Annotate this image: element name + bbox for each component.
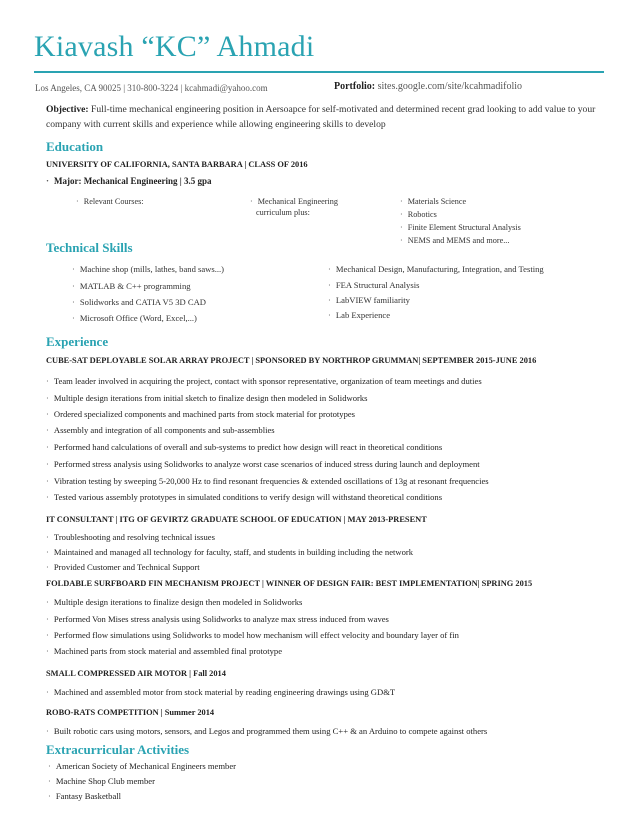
skill-item: · Machine shop (mills, lathes, band saws...) bbox=[72, 264, 225, 274]
education-major: · Major: Mechanical Engineering | 3.5 gpa bbox=[46, 176, 212, 186]
skill-item: · Lab Experience bbox=[328, 310, 391, 320]
objective-text: Full-time mechanical engineering position in Aersoapce for self-motivated and determined recent grad looking to add value to your company with current skills and experience while allowing engineering skills to develop bbox=[46, 104, 596, 130]
skill-item: · LabVIEW familiarity bbox=[328, 295, 410, 305]
job-bullet: · Troubleshooting and resolving technical issues bbox=[46, 532, 215, 542]
relevant-courses-label: · Relevant Courses: bbox=[76, 197, 144, 206]
contact-info: Los Angeles, CA 90025 | 310-800-3224 | kcahmadi@yahoo.com bbox=[35, 83, 268, 93]
education-heading: Education bbox=[46, 139, 104, 154]
resume-name: Kiavash “KC” Ahmadi bbox=[34, 30, 315, 63]
job-bullet: · Tested various assembly prototypes in simulated conditions to verify design will withstand theoretical conditions bbox=[46, 492, 443, 502]
job-bullet: · Performed hand calculations of overall and sub-systems to predict how design will react in theoretical conditions bbox=[46, 442, 443, 452]
job-bullet: · Provided Customer and Technical Support bbox=[46, 562, 200, 572]
job-title: ROBO-RATS COMPETITION | Summer 2014 bbox=[46, 708, 215, 717]
job-bullet: · Maintained and managed all technology for faculty, staff, and students in building including the network bbox=[46, 547, 414, 557]
course-item: · Materials Science bbox=[400, 197, 467, 206]
skill-item: · FEA Structural Analysis bbox=[328, 280, 420, 290]
skill-item: · Solidworks and CATIA V5 3D CAD bbox=[72, 297, 207, 307]
course-item: · NEMS and MEMS and more... bbox=[400, 236, 510, 245]
job-bullet: · Multiple design iterations to finalize design then modeled in Solidworks bbox=[46, 597, 303, 607]
job-bullet: · Performed Von Mises stress analysis using Solidworks to analyze max stress induced from waves bbox=[46, 614, 389, 624]
activities-heading: Extracurricular Activities bbox=[46, 742, 190, 757]
skill-item: · MATLAB & C++ programming bbox=[72, 281, 191, 291]
job-title: FOLDABLE SURFBOARD FIN MECHANISM PROJECT | WINNER OF DESIGN FAIR: BEST IMPLEMENTATION| SPRING 2015 bbox=[46, 579, 533, 588]
job-bullet: · Built robotic cars using motors, sensors, and Legos and programmed them using C++ & an Arduino to compete against others bbox=[46, 726, 488, 736]
experience-heading: Experience bbox=[46, 334, 109, 349]
course-item: · Finite Element Structural Analysis bbox=[400, 223, 521, 232]
job-bullet: · Performed stress analysis using Solidworks to analyze worst case scenarios of induced stress during launch and deployment bbox=[46, 459, 480, 469]
job-bullet: · Machined and assembled motor from stock material by reading engineering drawings using GD&T bbox=[46, 687, 396, 697]
job-bullet: · Assembly and integration of all components and sub-assemblies bbox=[46, 425, 275, 435]
portfolio-link[interactable]: sites.google.com/site/kcahmadifolio bbox=[377, 81, 523, 92]
job-bullet: · Ordered specialized components and machined parts from stock material for prototypes bbox=[46, 409, 356, 419]
curriculum-label: · Mechanical Engineering curriculum plus: bbox=[250, 197, 338, 217]
objective-label: Objective: bbox=[46, 104, 89, 115]
education-school: UNIVERSITY OF CALIFORNIA, SANTA BARBARA | CLASS OF 2016 bbox=[46, 160, 308, 169]
activity-item: · Fantasy Basketball bbox=[48, 791, 122, 801]
activity-item: · American Society of Mechanical Engineers member bbox=[48, 761, 237, 771]
job-title: CUBE-SAT DEPLOYABLE SOLAR ARRAY PROJECT | SPONSORED BY NORTHROP GRUMMAN| SEPTEMBER 2015-JUNE 2016 bbox=[46, 356, 537, 365]
job-bullet: · Performed flow simulations using Solidworks to model how mechanism will effect velocity and boundary layer of fin bbox=[46, 630, 459, 640]
job-bullet: · Multiple design iterations from initial sketch to finalize design then modeled in Solidworks bbox=[46, 393, 368, 403]
skills-heading: Technical Skills bbox=[46, 240, 133, 255]
job-title: IT CONSULTANT | ITG OF GEVIRTZ GRADUATE SCHOOL OF EDUCATION | MAY 2013-PRESENT bbox=[46, 515, 427, 524]
job-bullet: · Team leader involved in acquiring the project, contact with sponsor representative, organization of team meetings and duties bbox=[46, 376, 482, 386]
skill-item: · Microsoft Office (Word, Excel,...) bbox=[72, 313, 197, 323]
activity-item: · Machine Shop Club member bbox=[48, 776, 155, 786]
portfolio bbox=[334, 81, 522, 92]
header-rule bbox=[34, 71, 604, 73]
job-bullet: · Machined parts from stock material and assembled final prototype bbox=[46, 646, 283, 656]
objective bbox=[46, 102, 606, 132]
portfolio-label: Portfolio: bbox=[334, 81, 376, 92]
course-item: · Robotics bbox=[400, 210, 437, 219]
skill-item: · Mechanical Design, Manufacturing, Integration, and Testing bbox=[328, 264, 544, 274]
job-bullet: · Vibration testing by sweeping 5-20,000 Hz to find resonant frequencies & extended oscillations of 13g at resonant frequencies bbox=[46, 476, 489, 486]
job-title: SMALL COMPRESSED AIR MOTOR | Fall 2014 bbox=[46, 669, 226, 678]
